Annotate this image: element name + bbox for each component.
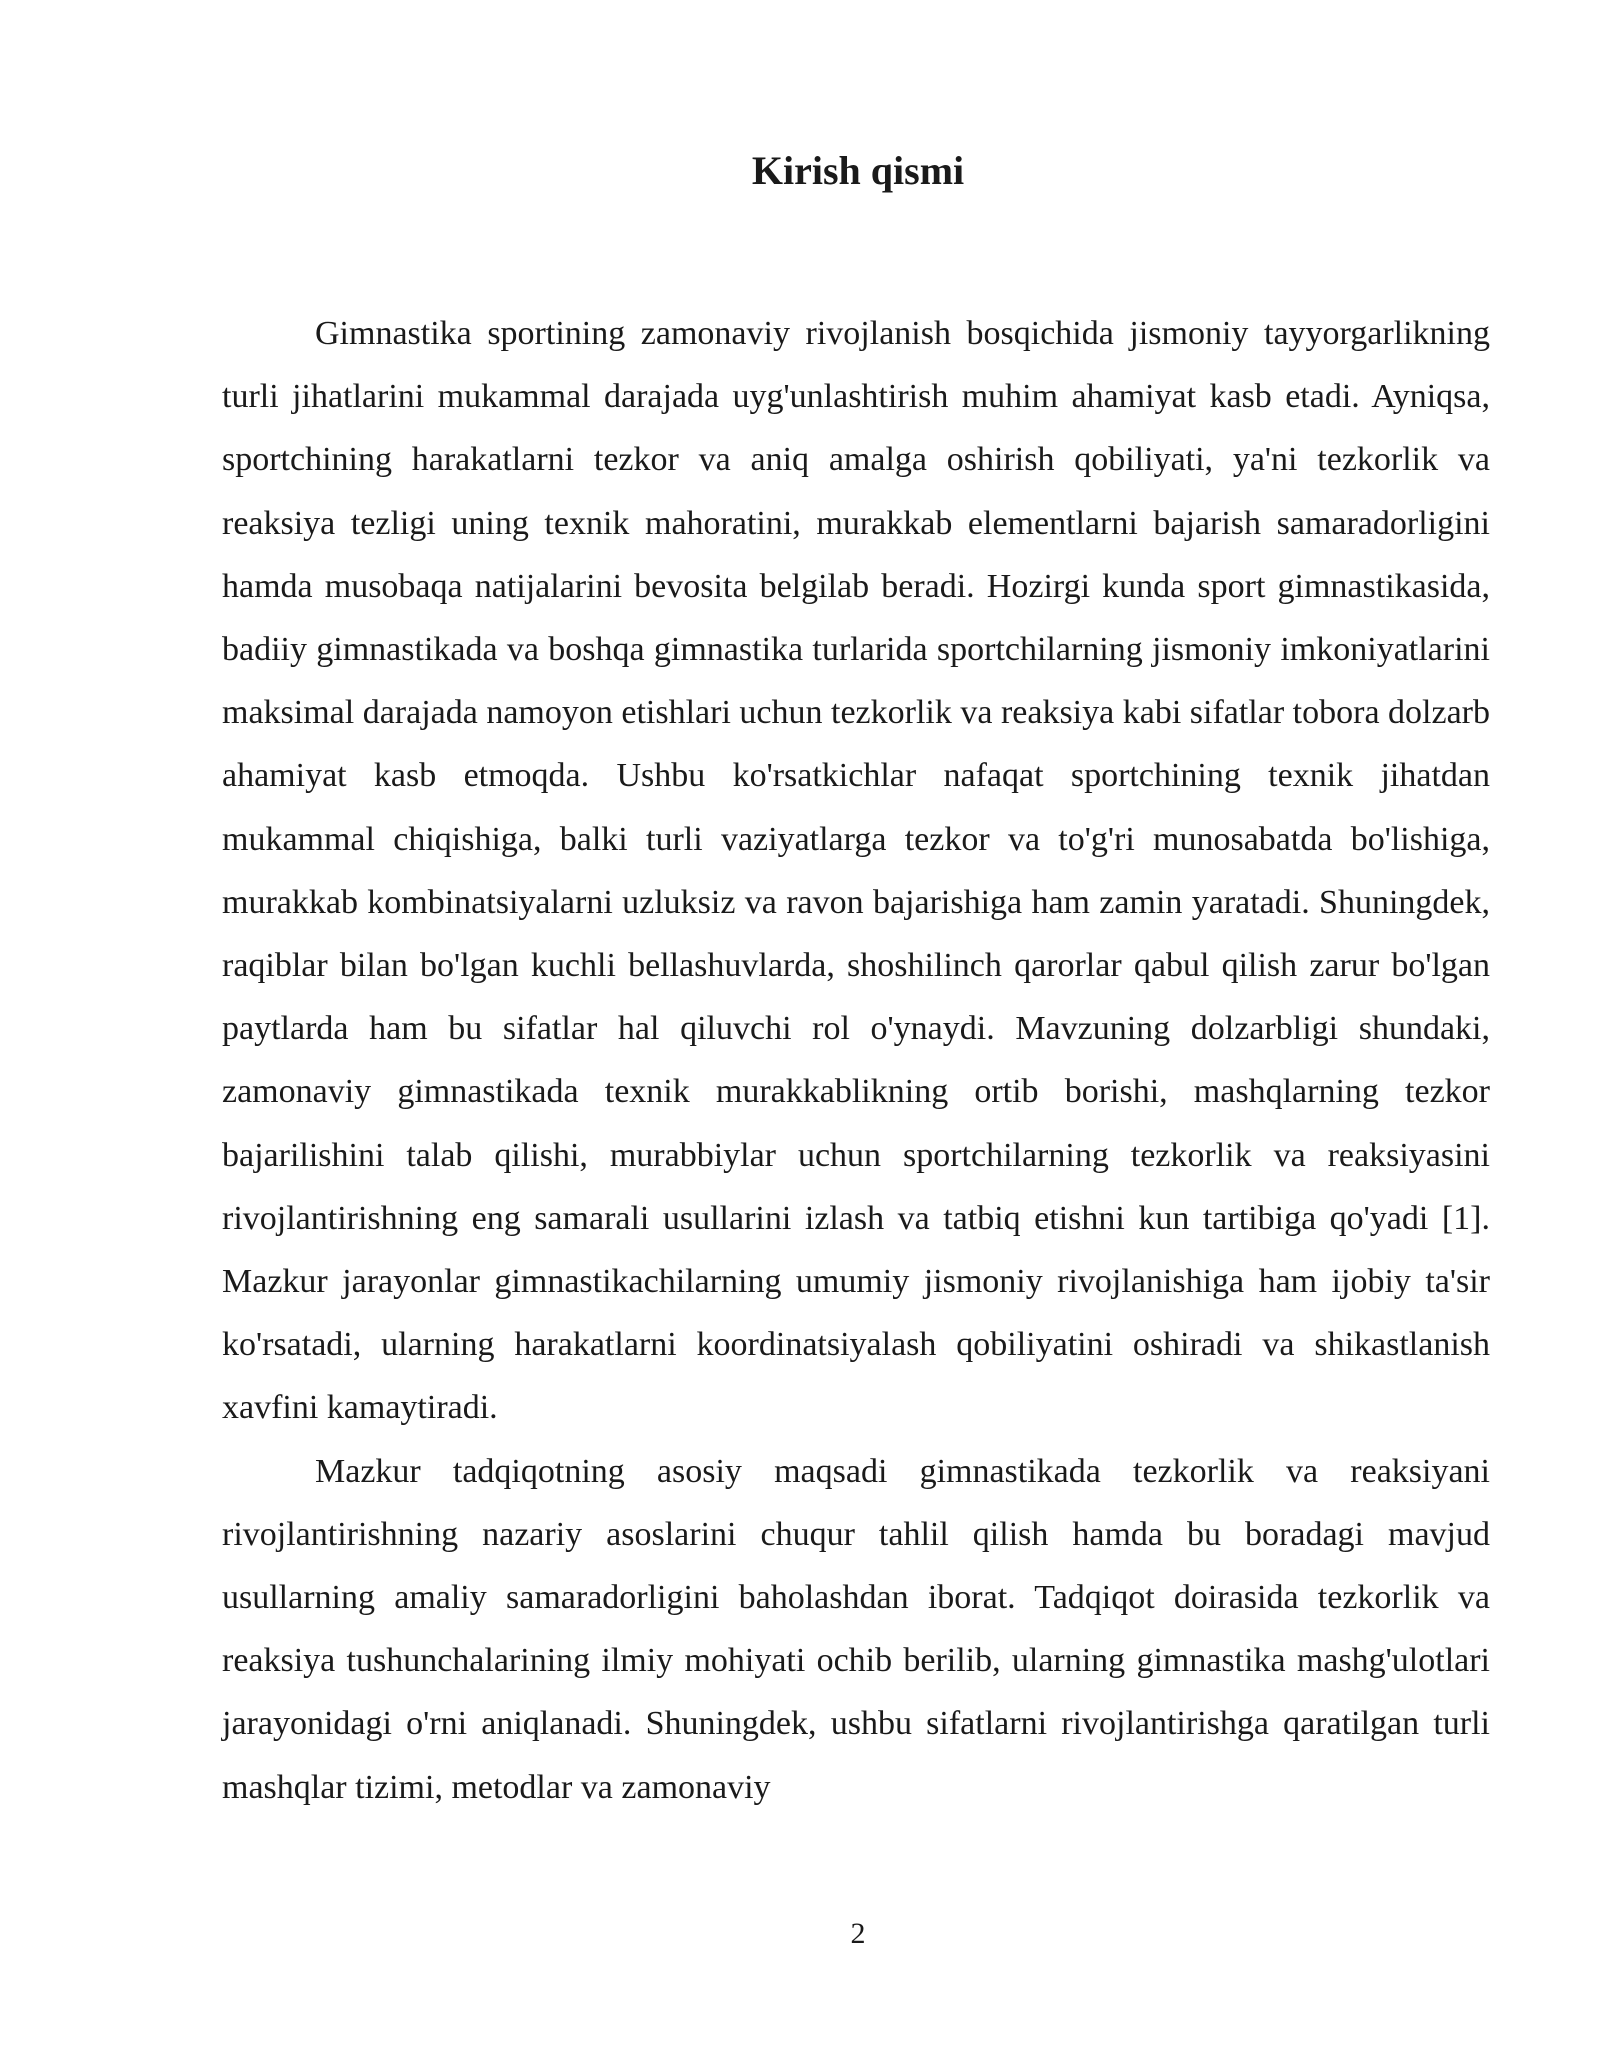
paragraph-research-goal: Mazkur tadqiqotning asosiy maqsadi gimnastikada tezkorlik va reaksiyani rivojlantirishning nazariy asoslarini chuqur tahlil qilish hamda bu boradagi mavjud usullarning amaliy samaradorligini baholashdan iborat. Tadqiqot doirasida tezkorlik va reaksiya tushunchalarining ilmiy mohiyati ochib berilib, ularning gimnastika mashg'ulotlari jarayonidagi o'rni aniqlanadi. Shuningdek, ushbu sifatlarni rivojlantirishga qaratilgan turli mashqlar tizimi, metodlar va zamonaviy [222,1452,1490,1806]
paragraph-introduction: Gimnastika sportining zamonaviy rivojlanish bosqichida jismoniy tayyorgarlikning turli jihatlarini mukammal darajada uyg'unlashtirish muhim ahamiyat kasb etadi. Ayniqsa, sportchining harakatlarni tezkor va aniq amalga oshirish qobiliyati, ya'ni tezkorlik va reaksiya tezligi uning texnik mahoratini, murakkab elementlarni bajarish samaradorligini hamda musobaqa natijalarini bevosita belgilab beradi. Hozirgi kunda sport gimnastikasida, badiiy gimnastikada va boshqa gimnastika turlarida sportchilarning jismoniy imkoniyatlarini maksimal darajada namoyon etishlari uchun tezkorlik va reaksiya kabi sifatlar tobora dolzarb ahamiyat kasb etmoqda. Ushbu ko'rsatkichlar nafaqat sportchining texnik jihatdan mukammal chiqishiga, balki turli vaziyatlarga tezkor va to'g'ri munosabatda bo'lishiga, murakkab kombinatsiyalarni uzluksiz va ravon bajarishiga ham zamin yaratadi. Shuningdek, raqiblar bilan bo'lgan kuchli bellashuvlarda, shoshilinch qarorlar qabul qilish zarur bo'lgan paytlarda ham bu sifatlar hal qiluvchi rol o'ynaydi. Mavzuning dolzarbligi shundaki, zamonaviy gimnastikada texnik murakkablikning ortib borishi, mashqlarning tezkor bajarilishini talab qilishi, murabbiylar uchun sportchilarning tezkorlik va reaksiyasini rivojlantirishning eng samarali usullarini izlash va tatbiq etishni kun tartibiga qo'yadi [1]. Mazkur jarayonlar gimnastikachilarning umumiy jismoniy rivojlanishiga ham ijobiy ta'sir ko'rsatadi, ularning harakatlarni koordinatsiyalash qobiliyatini oshiradi va shikastlanish xavfini kamaytiradi. [222,315,1490,1427]
section-title: Kirish qismi [751,148,965,193]
body-text [222,302,1490,1819]
page-number: 2 [850,1917,866,1950]
